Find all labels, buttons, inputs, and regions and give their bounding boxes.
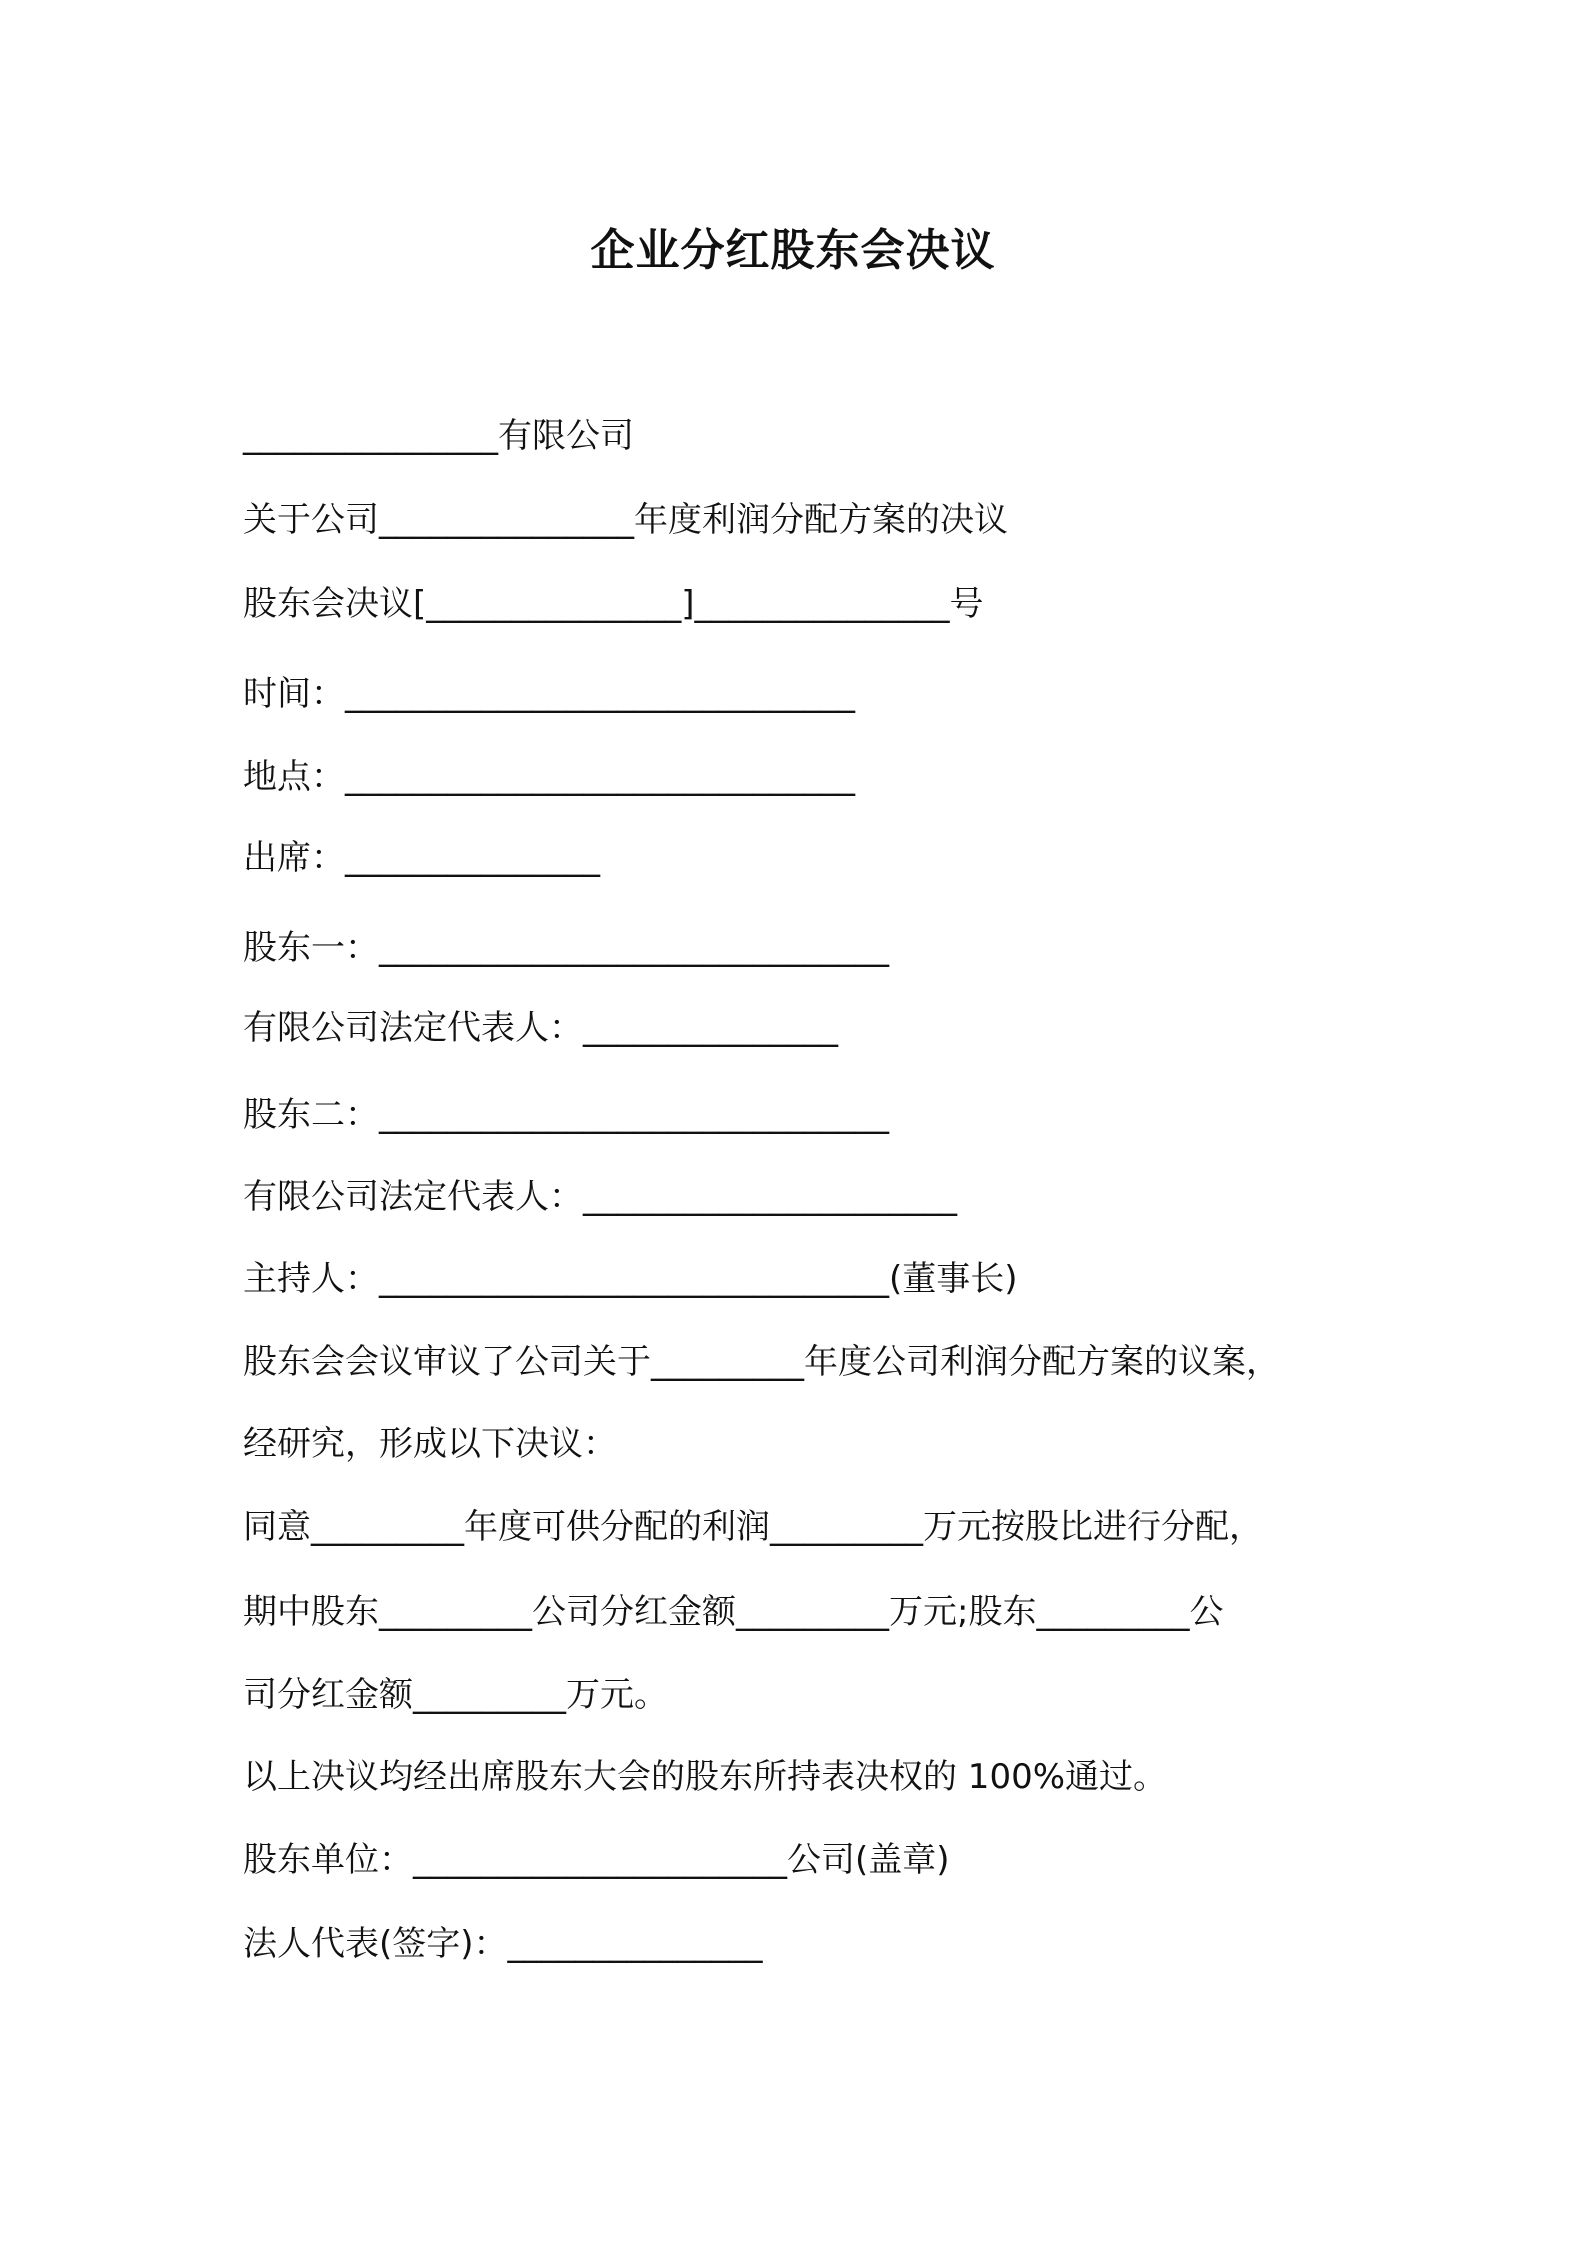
resolution-subject-line: 关于公司_______________年度利润分配方案的决议 [243, 500, 1008, 540]
host-field: 主持人：______________________________(董事长) [243, 1259, 1018, 1299]
legal-representative-two-field: 有限公司法定代表人：______________________ [243, 1177, 957, 1217]
attendance-field: 出席：_______________ [243, 838, 600, 878]
time-field: 时间：______________________________ [243, 674, 855, 714]
document-title: 企业分红股东会决议 [590, 225, 996, 276]
approval-statement: 以上决议均经出席股东大会的股东所持表决权的 100%通过。 [243, 1757, 1168, 1797]
shareholder-one-field: 股东一：______________________________ [243, 928, 889, 968]
body-paragraph-line: 同意_________年度可供分配的利润_________万元按股比进行分配， [243, 1507, 1263, 1547]
body-paragraph-line: 期中股东_________公司分红金额_________万元;股东_________公 [243, 1592, 1224, 1632]
company-name-line: _______________有限公司 [243, 416, 634, 456]
legal-representative-one-field: 有限公司法定代表人：_______________ [243, 1008, 838, 1048]
body-paragraph-line: 司分红金额_________万元。 [243, 1675, 668, 1715]
resolution-number-line: 股东会决议[_______________]_______________号 [243, 584, 984, 624]
body-paragraph-line: 经研究，形成以下决议： [243, 1424, 617, 1464]
shareholder-unit-field: 股东单位：______________________公司(盖章) [243, 1840, 950, 1880]
body-paragraph-line: 股东会会议审议了公司关于_________年度公司利润分配方案的议案， [243, 1342, 1280, 1382]
legal-representative-signature-field: 法人代表(签字)：_______________ [243, 1924, 763, 1964]
location-field: 地点：______________________________ [243, 757, 855, 797]
shareholder-two-field: 股东二：______________________________ [243, 1095, 889, 1135]
